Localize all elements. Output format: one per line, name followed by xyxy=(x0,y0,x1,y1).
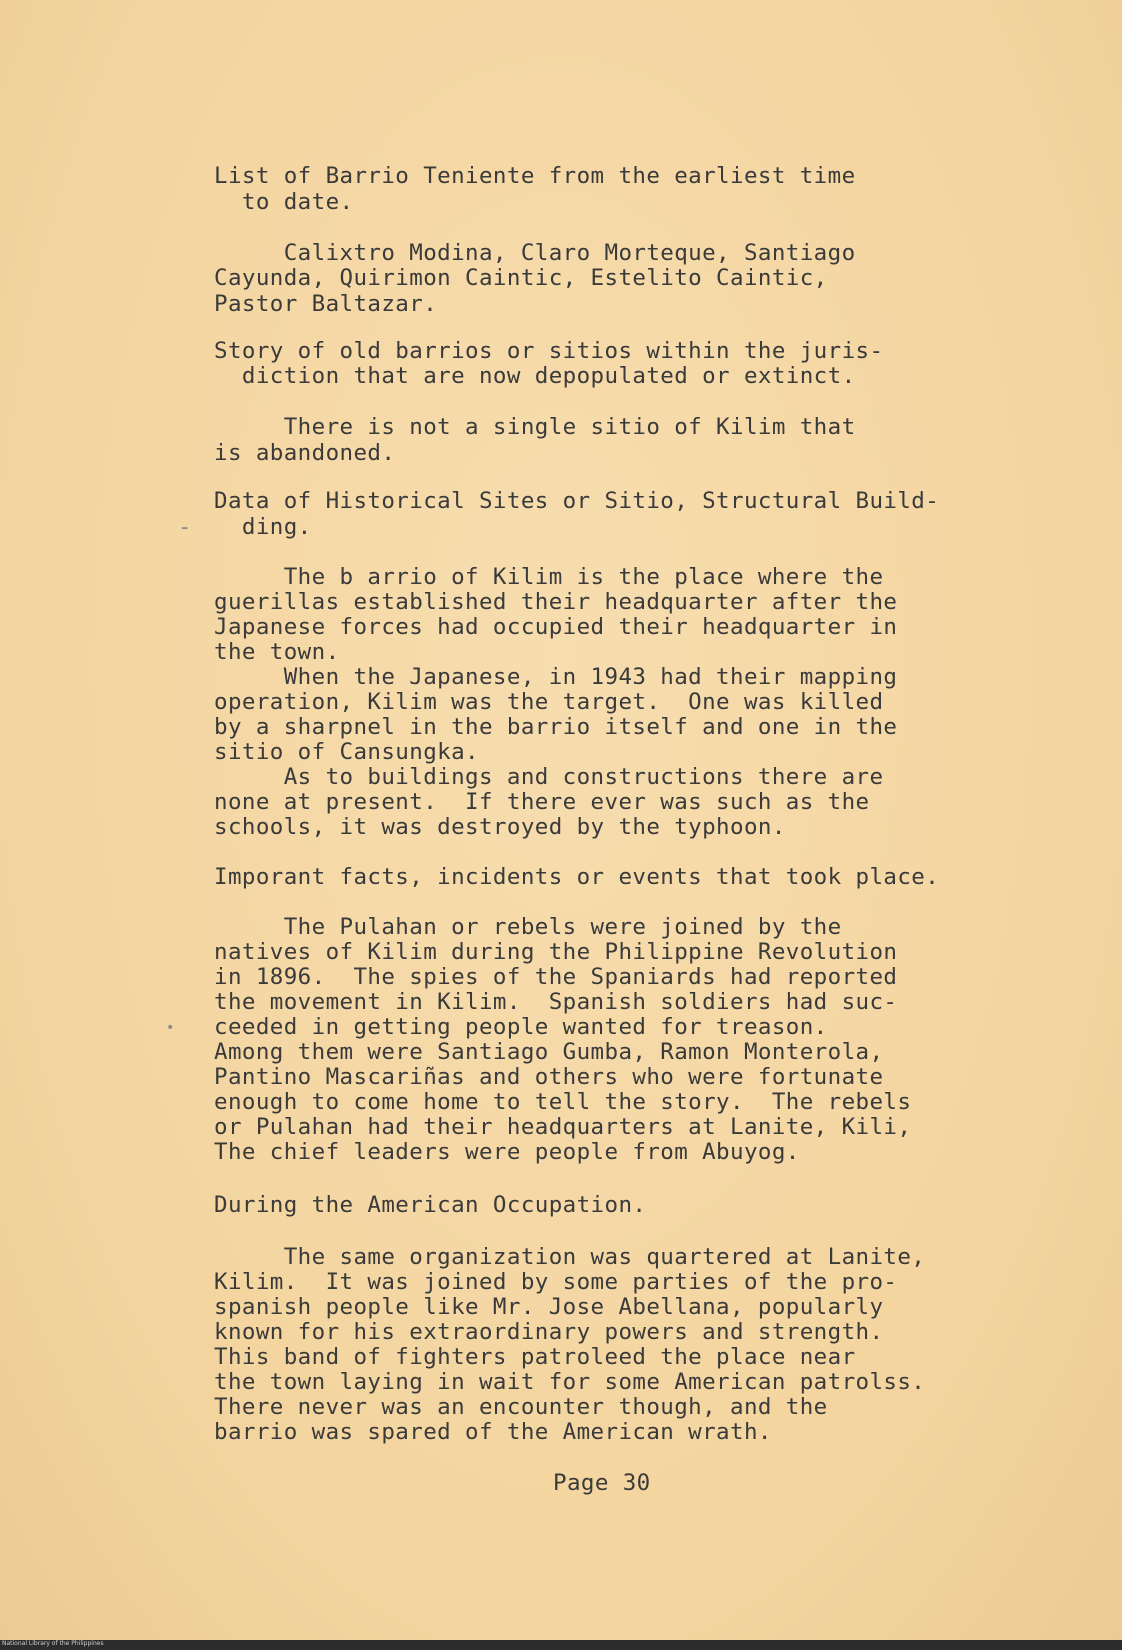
body-line: The b arrio of Kilim is the place where the xyxy=(214,564,884,590)
body-line: spanish people like Mr. Jose Abellana, popularly xyxy=(214,1294,884,1320)
body-line: known for his extraordinary powers and strength. xyxy=(214,1319,884,1345)
body-line: natives of Kilim during the Philippine Revolution xyxy=(214,939,898,965)
body-line: in 1896. The spies of the Spaniards had reported xyxy=(214,964,898,990)
body-line: Pantino Mascariñas and others who were fortunate xyxy=(214,1064,884,1090)
body-line: There is not a single sitio of Kilim that xyxy=(214,414,856,440)
stray-mark: - xyxy=(178,515,192,540)
body-line: guerillas established their headquarter after the xyxy=(214,589,898,615)
body-line: none at present. If there ever was such as the xyxy=(214,789,870,815)
heading-line: Imporant facts, incidents or events that took place. xyxy=(214,864,940,890)
body-line: The Pulahan or rebels were joined by the xyxy=(214,914,842,940)
body-line: barrio was spared of the American wrath. xyxy=(214,1419,772,1445)
body-line: When the Japanese, in 1943 had their mapping xyxy=(214,664,898,690)
body-line: ceeded in getting people wanted for treason. xyxy=(214,1014,828,1040)
body-line: is abandoned. xyxy=(214,440,396,466)
body-line: The same organization was quartered at Lanite, xyxy=(214,1244,926,1270)
body-line: Pastor Baltazar. xyxy=(214,291,438,317)
body-line: As to buildings and constructions there are xyxy=(214,764,884,790)
body-line: sitio of Cansungka. xyxy=(214,739,479,765)
body-line: There never was an encounter though, and the xyxy=(214,1394,828,1420)
body-line: This band of fighters patroleed the place near xyxy=(214,1344,856,1370)
heading-line: ding. xyxy=(214,514,312,540)
body-line: Japanese forces had occupied their headquarter in xyxy=(214,614,898,640)
body-line: The chief leaders were people from Abuyog. xyxy=(214,1139,800,1165)
heading-line: List of Barrio Teniente from the earliest time xyxy=(214,163,856,189)
body-line: the movement in Kilim. Spanish soldiers had suc- xyxy=(214,989,898,1015)
body-line: schools, it was destroyed by the typhoon. xyxy=(214,814,786,840)
heading-line: Story of old barrios or sitios within the juris- xyxy=(214,338,884,364)
footer-strip xyxy=(0,1640,1122,1650)
page-number: Page 30 xyxy=(553,1470,651,1496)
body-line: enough to come home to tell the story. The rebels xyxy=(214,1089,912,1115)
heading-line: During the American Occupation. xyxy=(214,1192,647,1218)
body-line: Cayunda, Quirimon Caintic, Estelito Caintic, xyxy=(214,265,828,291)
heading-line: diction that are now depopulated or extinct. xyxy=(214,363,856,389)
body-line: the town laying in wait for some American patrolss. xyxy=(214,1369,926,1395)
body-line: by a sharpnel in the barrio itself and one in the xyxy=(214,714,898,740)
heading-line: Data of Historical Sites or Sitio, Structural Build- xyxy=(214,488,940,514)
body-line: Kilim. It was joined by some parties of the pro- xyxy=(214,1269,898,1295)
body-line: operation, Kilim was the target. One was killed xyxy=(214,689,884,715)
body-line: Among them were Santiago Gumba, Ramon Monterola, xyxy=(214,1039,884,1065)
body-line: Calixtro Modina, Claro Morteque, Santiago xyxy=(214,240,856,266)
stray-mark: • xyxy=(166,1020,175,1036)
body-line: the town. xyxy=(214,639,340,665)
heading-line: to date. xyxy=(214,189,354,215)
body-line: or Pulahan had their headquarters at Lanite, Kili, xyxy=(214,1114,912,1140)
footer-label: National Library of the Philippines xyxy=(2,1640,104,1647)
